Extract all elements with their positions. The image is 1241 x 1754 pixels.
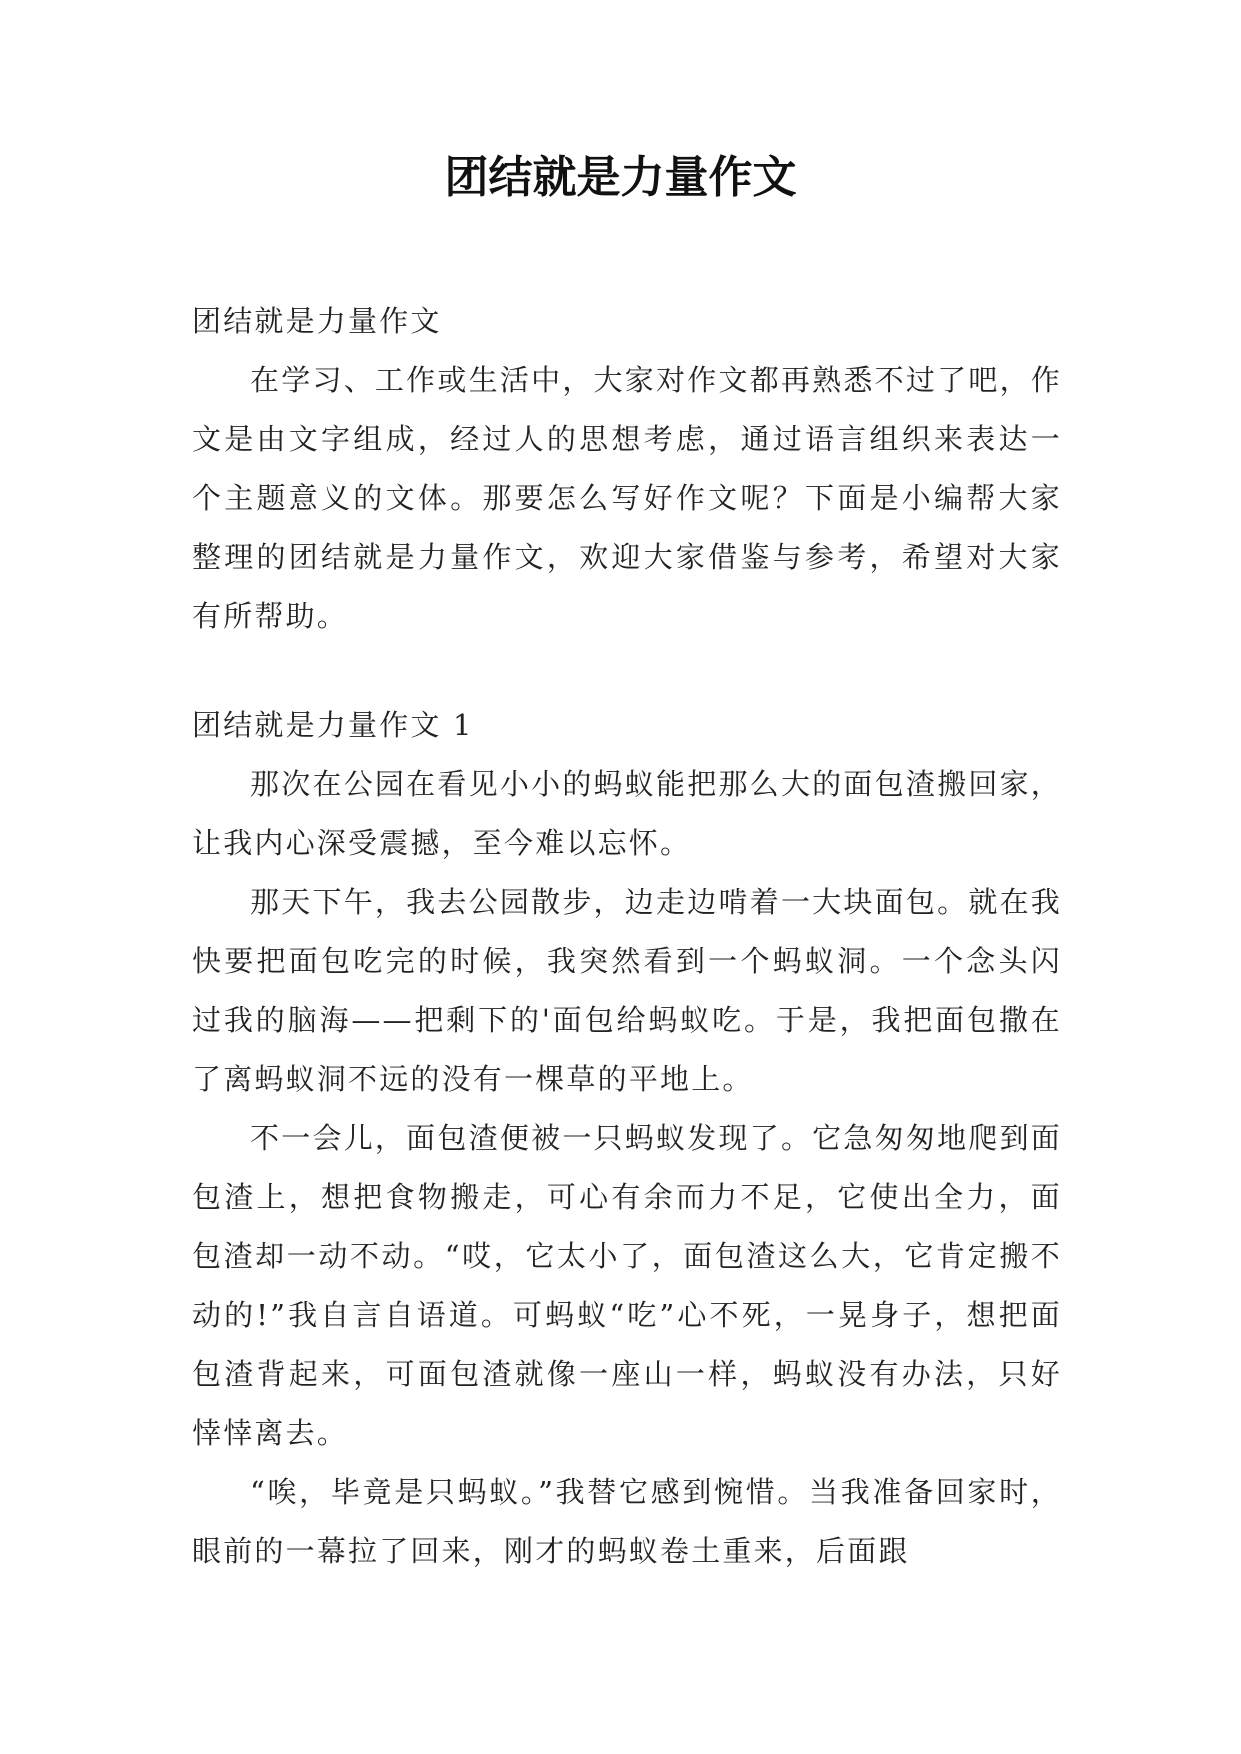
document-title: 团结就是力量作文 <box>444 152 797 203</box>
essay-paragraph: 那天下午，我去公园散步，边走边啃着一大块面包。就在我快要把面包吃完的时候，我突然看到一个蚂蚁洞。一个念头闪过我的脑海——把剩下的'面包给蚂蚁吃。于是，我把面包撒在了离蚂蚁洞不远的没有一棵草的平地上。 <box>192 885 1062 1096</box>
intro-paragraph: 在学习、工作或生活中，大家对作文都再熟悉不过了吧，作文是由文字组成，经过人的思想考虑，通过语言组织来表达一个主题意义的文体。那要怎么写好作文呢？下面是小编帮大家整理的团结就是力量作文，欢迎大家借鉴与参考，希望对大家有所帮助。 <box>192 363 1062 633</box>
essay-heading: 团结就是力量作文 1 <box>192 708 474 742</box>
essay-paragraph: 不一会儿，面包渣便被一只蚂蚁发现了。它急匆匆地爬到面包渣上，想把食物搬走，可心有余而力不足，它使出全力，面包渣却一动不动。“哎，它太小了，面包渣这么大，它肯定搬不动的!”我自言自语道。可蚂蚁“吃”心不死，一晃身子，想把面包渣背起来，可面包渣就像一座山一样，蚂蚁没有办法，只好悻悻离去。 <box>192 1121 1062 1450</box>
essay-paragraph: 那次在公园在看见小小的蚂蚁能把那么大的面包渣搬回家，让我内心深受震撼，至今难以忘怀。 <box>192 767 1062 860</box>
essay-paragraph: “唉，毕竟是只蚂蚁。”我替它感到惋惜。当我准备回家时，眼前的一幕拉了回来，刚才的蚂蚁卷土重来，后面跟 <box>192 1475 1062 1568</box>
intro-heading: 团结就是力量作文 <box>192 304 442 338</box>
essay-section <box>192 696 1062 1581</box>
intro-section <box>192 292 1062 646</box>
